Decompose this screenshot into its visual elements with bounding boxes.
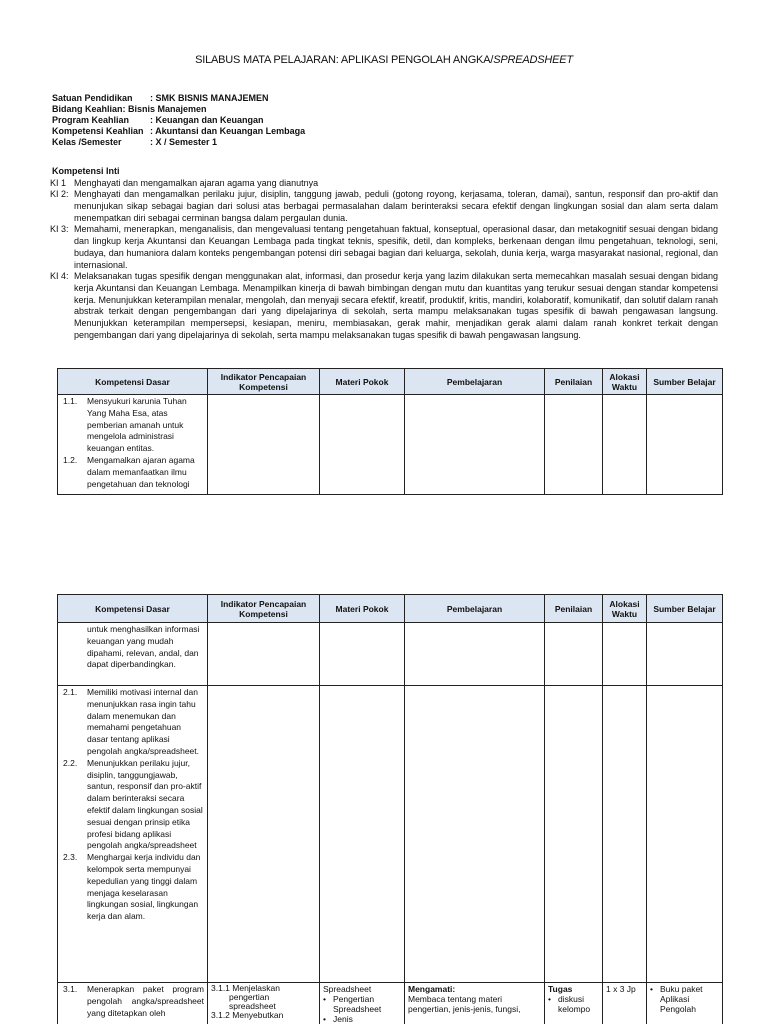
header-alokasi: Alokasi Waktu bbox=[603, 595, 647, 623]
header-alokasi: Alokasi Waktu bbox=[603, 369, 647, 395]
header-ipk: Indikator Pencapaian Kompetensi bbox=[208, 595, 320, 623]
info-row: Program Keahlian : Keuangan dan Keuangan bbox=[52, 115, 264, 125]
header-penilaian: Penilaian bbox=[545, 595, 603, 623]
ki-item: KI 3: Memahami, menerapkan, menganalisis, dan mengevaluasi tentang pengetahuan faktual, konseptual, operasional dasar, dan metakognitif sesuai dengan bidang dan lingkup kerja Akuntansi dan Keuangan Lembaga pada tingkat teknis, spesifik, detil, dan kompleks, berkenaan dengan ilmu pengetahuan, teknologi, seni, budaya, dan humaniora dalam konteks pengembangan potensi diri sebagai bagian dari keluarga, sekolah, dunia kerja, warga masyarakat nasional, regional, dan internasional. bbox=[50, 224, 718, 270]
header-materi: Materi Pokok bbox=[320, 369, 405, 395]
ki-heading: Kompetensi Inti bbox=[52, 166, 120, 176]
info-row: Bidang Keahlian: Bisnis Manajemen bbox=[52, 104, 207, 114]
alokasi-cell: 1 x 3 Jp bbox=[603, 983, 647, 1024]
kd-cell: untuk menghasilkan informasi keuangan yang mudah dipahami, relevan, andal, dan dapat diperbandingkan. bbox=[58, 623, 208, 686]
kompetensi-inti bbox=[52, 166, 718, 341]
ipk-cell: 3.1.1 Menjelaskan pengertian spreadsheet 3.1.2 Menyebutkan bbox=[208, 983, 320, 1024]
header-materi: Materi Pokok bbox=[320, 595, 405, 623]
header-pembelajaran: Pembelajaran bbox=[405, 369, 545, 395]
header-kd: Kompetensi Dasar bbox=[58, 595, 208, 623]
materi-cell: Spreadsheet • Pengertian Spreadsheet • Jenis bbox=[320, 983, 405, 1024]
identity-block bbox=[52, 93, 352, 148]
page-title: SILABUS MATA PELAJARAN: APLIKASI PENGOLAH ANGKA/SPREADSHEET bbox=[195, 54, 573, 66]
pembelajaran-cell: Mengamati: Membaca tentang materi pengertian, jenis-jenis, fungsi, bbox=[405, 983, 545, 1024]
syllabus-table-2 bbox=[57, 594, 723, 1024]
header-kd: Kompetensi Dasar bbox=[58, 369, 208, 395]
ki-item: KI 2: Menghayati dan mengamalkan perilaku jujur, disiplin, tanggung jawab, peduli (gotong royong, kerjasama, toleran, damai), santun, responsif dan pro-aktif dan menunjukan sikap sebagai bagian dari solusi atas berbagai permasalahan dalam berinteraksi secara efektif dengan lingkungan sosial dan alam serta dalam menempatkan diri sebagai cerminan bangsa dalam pergaulan dunia. bbox=[50, 189, 718, 223]
kd-cell: 2.1. Memiliki motivasi internal dan menunjukkan rasa ingin tahu dalam menemukan dan memahami pengetahuan dasar tentang aplikasi pengolah angka/spreadsheet. 2.2. Menunjukkan perilaku jujur, disiplin, tanggungjawab, santun, responsif dan pro-aktif dalam berinteraksi secara efektif dalam lingkungan sosial sesuai dengan prinsip etika profesi bidang aplikasi pengolah angka/spreadsheet 2.3. Menghargai kerja individu dan kelompok serta mempunyai kepedulian yang tinggi dalam menjaga keselarasan lingkungan sosial, lingkungan kerja dan alam. bbox=[58, 686, 208, 983]
kd-cell: 1.1. Mensyukuri karunia Tuhan Yang Maha Esa, atas pemberian amanah untuk mengelola administrasi keuangan entitas. 1.2. Mengamalkan ajaran agama dalam memanfaatkan ilmu pengetahuan dan teknologi bbox=[58, 395, 208, 495]
syllabus-table-1 bbox=[57, 368, 723, 495]
header-pembelajaran: Pembelajaran bbox=[405, 595, 545, 623]
header-ipk: Indikator Pencapaian Kompetensi bbox=[208, 369, 320, 395]
ki-item: KI 1 Menghayati dan mengamalkan ajaran agama yang dianutnya bbox=[50, 177, 319, 188]
ki-item: KI 4: Melaksanakan tugas spesifik dengan menggunakan alat, informasi, dan prosedur kerja yang lazim dilakukan serta memecahkan masalah sesuai dengan bidang kerja Akuntansi dan Keuangan Lembaga. Menampilkan kinerja di bawah bimbingan dengan mutu dan kuantitas yang terukur sesuai dengan standar kompetensi kerja. Menunjukkan keterampilan menalar, mengolah, dan menyaji secara efektif, kreatif, produktif, kritis, mandiri, kolaboratif, komunikatif, dan solutif dalam ranah abstrak terkait dengan pengembangan dari yang dipelajarinya di sekolah, serta mampu melaksanakan tugas spesifik di bawah pengawasan langsung. Menunjukkan keterampilan mempersepsi, kesiapan, meniru, membiasakan, gerak mahir, menjadikan gerak alami dalam ranah konkret terkait dengan pengembangan dari yang dipelajarinya di sekolah, serta mampu melaksanakan tugas spesifik di bawah pengawasan langsung. bbox=[50, 271, 718, 340]
sumber-cell: • Buku paket Aplikasi Pengolah bbox=[647, 983, 723, 1024]
header-sumber: Sumber Belajar bbox=[647, 595, 723, 623]
info-row: Kelas /Semester : X / Semester 1 bbox=[52, 137, 218, 147]
header-penilaian: Penilaian bbox=[545, 369, 603, 395]
info-row: Kompetensi Keahlian : Akuntansi dan Keuangan Lembaga bbox=[52, 126, 306, 136]
kd-cell: 3.1. Menerapkan paket program pengolah angka/spreadsheet yang ditetapkan oleh bbox=[58, 983, 208, 1024]
penilaian-cell: Tugas • diskusi kelompo bbox=[545, 983, 603, 1024]
header-sumber: Sumber Belajar bbox=[647, 369, 723, 395]
info-row: Satuan Pendidikan : SMK BISNIS MANAJEMEN bbox=[52, 93, 269, 103]
